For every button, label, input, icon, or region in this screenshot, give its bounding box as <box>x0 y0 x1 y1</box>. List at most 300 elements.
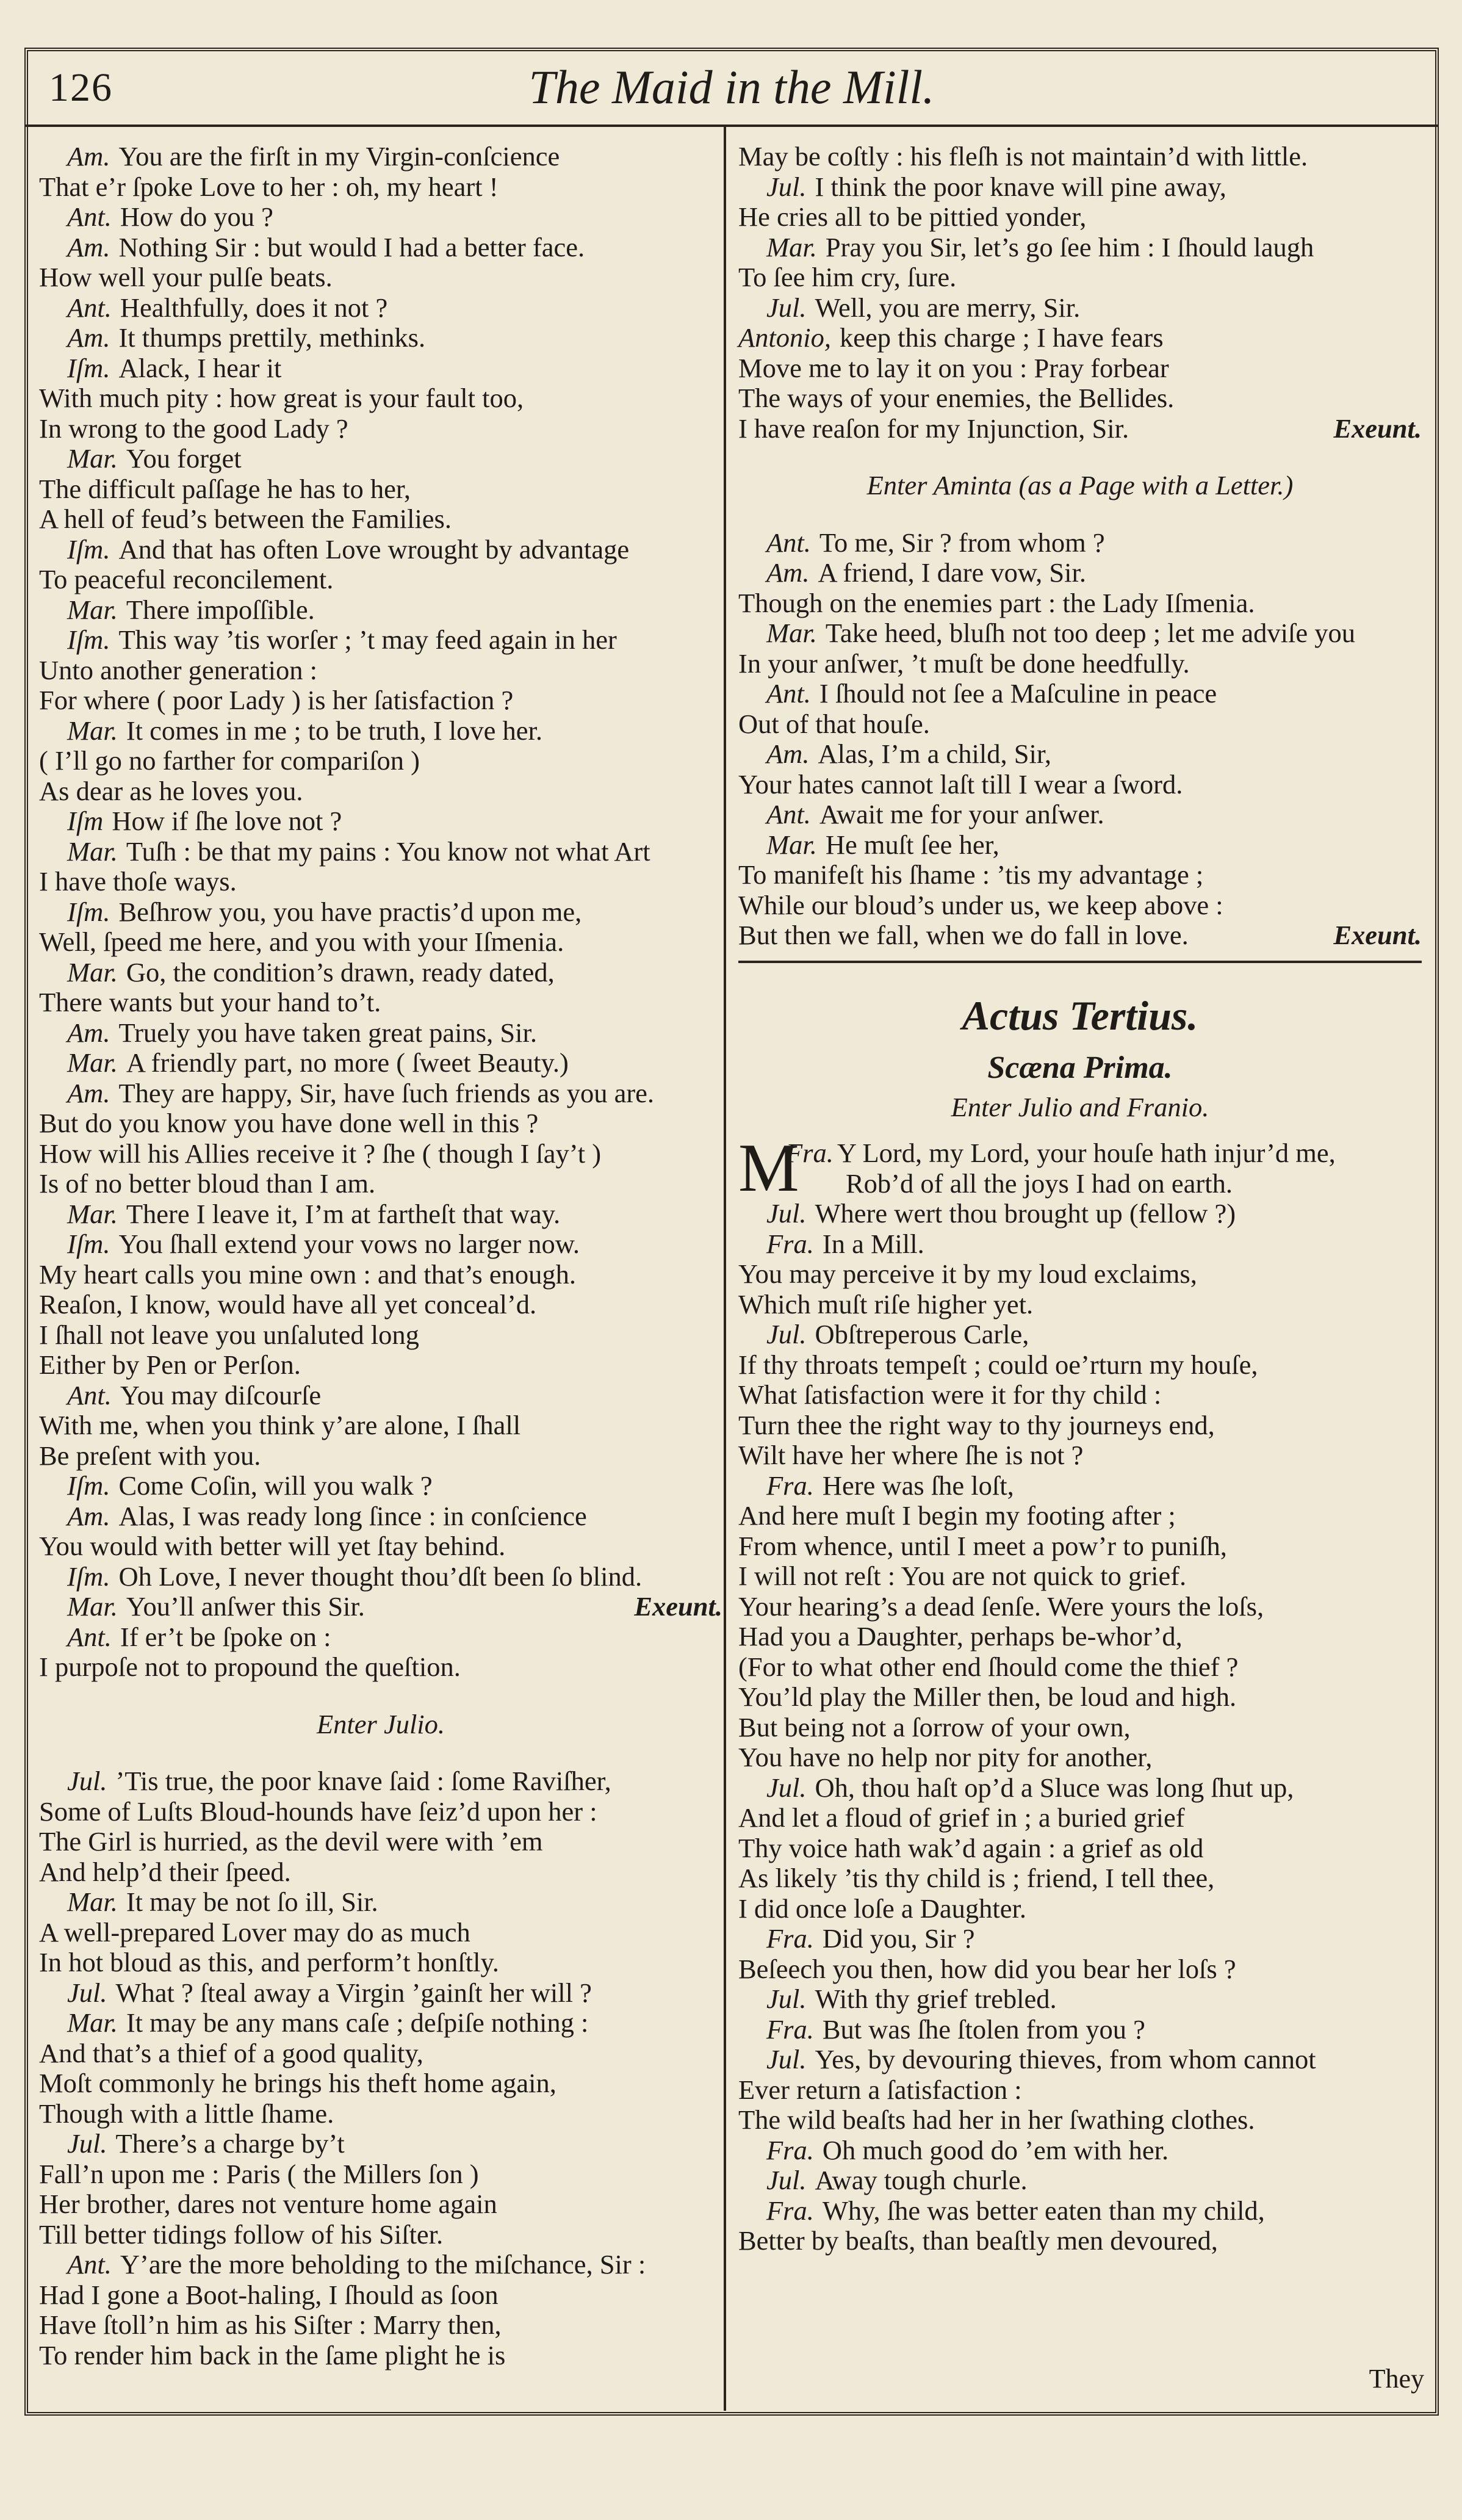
speaker-name: Jul. <box>766 1198 807 1229</box>
verse-line <box>738 1199 1422 1229</box>
speaker-name: Am. <box>67 231 110 262</box>
speaker-name: Mar. <box>67 956 118 987</box>
verse-line <box>738 920 1422 951</box>
line-text: You ſhall extend your vows no larger now. <box>118 1229 580 1259</box>
line-text: Pray you Sir, let’s go ſee him : I ſhould laugh <box>825 231 1314 262</box>
verse-line <box>39 2280 722 2311</box>
verse-line <box>39 2310 722 2341</box>
verse-line <box>738 1410 1422 1441</box>
speaker-name: Fra. <box>766 2134 814 2165</box>
verse-line <box>39 1978 722 2009</box>
verse-line <box>738 1290 1422 1320</box>
verse-line <box>738 860 1422 890</box>
drop-cap: M <box>738 1130 799 1206</box>
line-text: But do you know you have done well in this ? <box>39 1108 539 1138</box>
verse-line <box>39 1948 722 1978</box>
scene-entry: Enter Julio and Franio. <box>951 1091 1209 1122</box>
speaker-name: Jul. <box>766 2165 807 2195</box>
line-text: Yes, by devouring thieves, from whom cannot <box>815 2044 1316 2074</box>
stage-direction <box>738 471 1422 501</box>
line-text: To peaceful reconcilement. <box>39 564 334 594</box>
line-text: Healthfully, does it not ? <box>120 292 388 323</box>
speaker-name: Jul. <box>766 171 807 202</box>
speaker-name: Am. <box>67 141 110 171</box>
line-text: This way ’tis worſer ; ’t may feed again in her <box>118 624 617 655</box>
line-text: I purpoſe not to propound the queſtion. <box>39 1652 461 1682</box>
verse-line <box>39 1501 722 1532</box>
line-text: My heart calls you mine own : and that’s enough. <box>39 1258 576 1290</box>
verse-line <box>39 233 722 263</box>
verse-line <box>39 1290 722 1320</box>
line-text: Truely you have taken great pains, Sir. <box>118 1017 537 1048</box>
verse-line <box>39 1887 722 1918</box>
speaker-name: Fra. <box>766 1470 814 1501</box>
verse-line <box>39 444 722 474</box>
speaker-name: Jul. <box>766 292 807 323</box>
line-text: Alas, I was ready long ſince : in conſcience <box>118 1500 587 1531</box>
right-column-top <box>738 142 1422 951</box>
line-text: Await me for your anſwer. <box>819 799 1104 829</box>
verse-line <box>738 1440 1422 1471</box>
speaker-name: Jul. <box>766 1772 807 1803</box>
verse-line <box>738 1259 1422 1290</box>
verse-line <box>738 1229 1422 1260</box>
speaker-name: Ant. <box>67 201 112 232</box>
right-column <box>738 142 1422 2256</box>
line-text: You have no help nor pity for another, <box>738 1742 1153 1772</box>
verse-line <box>39 2068 722 2099</box>
exit-direction: Exeunt. <box>634 1591 722 1622</box>
verse-line <box>738 1984 1422 2015</box>
line-text: There’s a charge by’t <box>115 2128 345 2159</box>
line-text: Is of no better bloud than I am. <box>39 1168 376 1199</box>
verse-line <box>39 1766 722 1797</box>
stage-direction-text: Enter Aminta (as a Page with a Letter.) <box>866 470 1294 500</box>
line-text: Where wert thou brought up (fellow ?) <box>815 1198 1236 1229</box>
line-text: A friend, I dare vow, Sir. <box>818 557 1086 588</box>
verse-line <box>738 1531 1422 1562</box>
line-text: If er’t be ſpoke on : <box>120 1621 331 1652</box>
verse-line <box>738 1773 1422 1803</box>
speaker-name: Jul. <box>766 1319 807 1349</box>
speaker-name: Mar. <box>67 715 118 746</box>
verse-line <box>738 1320 1422 1350</box>
line-text: Well, you are merry, Sir. <box>815 292 1081 323</box>
line-text: For where ( poor Lady ) is her ſatisfaction ? <box>39 685 514 715</box>
line-text: Moſt commonly he brings his theft home again, <box>39 2068 556 2098</box>
speaker-name: Antonio, <box>738 322 832 353</box>
line-text: The wild beaſts had her in her ſwathing clothes. <box>738 2104 1255 2135</box>
verse-line <box>39 1592 722 1622</box>
line-text: The ways of your enemies, the Bellides. <box>738 383 1175 413</box>
line-text: Come Coſin, will you walk ? <box>118 1470 433 1501</box>
verse-line <box>738 172 1422 203</box>
line-text: Rob’d of all the joys I had on earth. <box>846 1168 1233 1199</box>
verse-line <box>39 1260 722 1290</box>
verse-line <box>738 709 1422 740</box>
verse-line <box>39 927 722 958</box>
verse-line <box>39 685 722 716</box>
line-text: Till better tidings follow of his Siſter. <box>39 2219 444 2250</box>
stage-direction-text: Enter Julio. <box>316 1708 445 1739</box>
line-text: A friendly part, no more ( ſweet Beauty.) <box>126 1047 569 1078</box>
line-text: Oh much good do ’em with her. <box>822 2134 1169 2165</box>
speaker-name: Am. <box>67 1500 110 1531</box>
line-text: You may diſcourſe <box>120 1379 322 1410</box>
speaker-name: Jul. <box>67 1766 107 1796</box>
line-text: Have ſtoll’n him as his Siſter : Marry then, <box>39 2309 502 2340</box>
speaker-name: Mar. <box>67 1047 118 1078</box>
verse-line <box>738 2165 1422 2196</box>
line-text: Tuſh : be that my pains : You know not what Art <box>126 836 650 867</box>
speaker-name: Mar. <box>67 594 118 625</box>
speaker-name: Ant. <box>67 1621 112 1652</box>
line-text: And here muſt I begin my footing after ; <box>738 1500 1176 1531</box>
line-text: As likely ’tis thy child is ; friend, I tell thee, <box>738 1863 1215 1893</box>
verse-line <box>39 1169 722 1199</box>
verse-line <box>39 202 722 233</box>
page-header <box>24 48 1439 127</box>
verse-line <box>738 739 1422 770</box>
verse-line <box>39 958 722 988</box>
line-text: There wants but your hand to’t. <box>39 987 381 1017</box>
line-text: Had you a Daughter, perhaps be-whor’d, <box>738 1621 1183 1652</box>
line-text: As dear as he loves you. <box>39 775 303 806</box>
verse-line <box>738 770 1422 800</box>
verse-line <box>39 1797 722 1827</box>
line-text: Better by beaſts, than beaſtly men devoured, <box>738 2225 1218 2256</box>
verse-line <box>39 293 722 323</box>
scene-title: Scæna Prima. <box>987 1050 1173 1085</box>
line-text: With much pity : how great is your fault too, <box>39 383 524 413</box>
verse-line <box>738 262 1422 293</box>
line-text: The Girl is hurried, as the devil were with ’em <box>39 1826 543 1857</box>
verse-line <box>738 1380 1422 1410</box>
verse-line <box>738 1501 1422 1531</box>
speaker-name: Ant. <box>67 1379 112 1410</box>
line-text: With me, when you think y’are alone, I ſhall <box>39 1410 521 1440</box>
verse-line <box>738 2196 1422 2226</box>
line-text: And that’s a thief of a good quality, <box>39 2037 423 2068</box>
line-text: Turn thee the right way to thy journeys end, <box>738 1409 1215 1440</box>
line-text: How if ſhe love not ? <box>112 806 342 836</box>
verse-line <box>39 1562 722 1592</box>
verse-line <box>39 1381 722 1411</box>
line-text: Though on the enemies part : the Lady Iſmenia. <box>738 587 1255 618</box>
line-text: Alack, I hear it <box>118 352 282 383</box>
verse-line <box>39 2129 722 2159</box>
verse-line <box>39 1531 722 1562</box>
verse-line <box>738 142 1422 172</box>
speaker-name: Mar. <box>766 231 817 262</box>
line-text: Ever return a ſatisfaction : <box>738 2074 1022 2105</box>
speaker-name: Jul. <box>67 1977 107 2008</box>
line-text: Either by Pen or Perſon. <box>39 1349 301 1380</box>
speaker-name: Mar. <box>67 2007 118 2038</box>
line-text: While our bloud’s under us, we keep above : <box>738 889 1223 920</box>
speaker-name: Fra. <box>766 1923 814 1954</box>
line-text: Fall’n upon me : Paris ( the Millers ſon ) <box>39 2158 479 2189</box>
line-text: Had I gone a Boot-haling, I ſhould as ſoon <box>39 2279 499 2310</box>
verse-line <box>39 1471 722 1501</box>
speaker-name: Am. <box>67 1017 110 1048</box>
left-column <box>39 142 722 2370</box>
verse-line <box>738 558 1422 588</box>
verse-line <box>39 1350 722 1381</box>
line-text: Why, ſhe was better eaten than my child, <box>822 2195 1265 2226</box>
speaker-name: Am. <box>67 1077 110 1108</box>
line-text: He cries all to be pittied yonder, <box>738 201 1087 232</box>
verse-line <box>39 1857 722 1888</box>
verse-line <box>39 353 722 384</box>
page-number: 126 <box>49 65 113 110</box>
line-text: There I leave it, I’m at fartheſt that way. <box>126 1198 561 1229</box>
verse-line <box>738 1652 1422 1683</box>
line-text: Reaſon, I know, would have all yet conceal’d. <box>39 1289 537 1320</box>
stage-direction <box>39 1709 722 1740</box>
verse-line <box>738 383 1422 414</box>
verse-line <box>738 323 1422 353</box>
verse-line <box>738 1471 1422 1501</box>
line-text: You would with better will yet ſtay behind. <box>39 1531 506 1561</box>
act-divider-rule <box>738 961 1422 963</box>
line-text: (For to what other end ſhould come the thief ? <box>738 1651 1239 1682</box>
speaker-name: Iſm. <box>67 624 110 655</box>
verse-line <box>738 679 1422 709</box>
line-text: Did you, Sir ? <box>822 1923 975 1954</box>
verse-line <box>39 474 722 505</box>
verse-line <box>738 414 1422 444</box>
verse-line <box>738 890 1422 921</box>
verse-line <box>738 2105 1422 2136</box>
speaker-name: Mar. <box>67 1591 118 1622</box>
speaker-name: Mar. <box>766 618 817 648</box>
line-text: It thumps prettily, methinks. <box>118 322 426 353</box>
line-text: He muſt ſee her, <box>825 829 999 860</box>
verse-line <box>39 172 722 203</box>
verse-line <box>738 1924 1422 1954</box>
line-text: But was ſhe ſtolen from you ? <box>822 2013 1145 2045</box>
verse-line <box>39 1018 722 1049</box>
line-text: In a Mill. <box>822 1228 924 1259</box>
verse-line <box>738 1742 1422 1773</box>
catchword: They <box>1369 2364 1424 2394</box>
verse-line <box>39 1108 722 1139</box>
verse-line <box>738 2045 1422 2075</box>
line-text: You are the firſt in my Virgin-conſcience <box>118 141 560 171</box>
verse-line <box>39 2250 722 2280</box>
verse-line <box>738 1954 1422 1985</box>
line-text: How will his Allies receive it ? ſhe ( though I ſay’t ) <box>39 1138 602 1169</box>
verse-line <box>39 565 722 595</box>
verse-line <box>738 233 1422 263</box>
speaker-name: Jul. <box>766 1984 807 2014</box>
line-text: You’ld play the Miller then, be loud and high. <box>738 1681 1237 1712</box>
line-text: Y Lord, my Lord, your houſe hath injur’d me, <box>837 1138 1336 1168</box>
verse-line <box>738 1894 1422 1924</box>
running-title: The Maid in the Mill. <box>528 60 935 114</box>
verse-line <box>738 830 1422 861</box>
line-text: If thy throats tempeſt ; could oe’rturn my houſe, <box>738 1349 1258 1380</box>
line-text: Well, ſpeed me here, and you with your Iſmenia. <box>39 926 564 957</box>
line-text: You’ll anſwer this Sir. <box>126 1591 365 1622</box>
verse-line <box>738 1350 1422 1381</box>
line-text: Oh, thou haſt op’d a Sluce was long ſhut up, <box>815 1772 1294 1803</box>
verse-line <box>738 293 1422 323</box>
line-text: Your hates cannot laſt till I wear a ſword. <box>738 768 1183 800</box>
verse-line <box>738 588 1422 619</box>
line-text: That e’r ſpoke Love to her : oh, my heart ! <box>39 171 499 202</box>
verse-line <box>39 2038 722 2069</box>
verse-line <box>738 1833 1422 1864</box>
line-text: It may be any mans caſe ; deſpiſe nothing : <box>126 2007 589 2038</box>
speaker-name: Ant. <box>766 527 811 558</box>
verse-line <box>738 649 1422 679</box>
verse-line <box>39 383 722 414</box>
line-text: To render him back in the ſame plight he is <box>39 2339 506 2370</box>
line-text: Unto another generation : <box>39 654 317 685</box>
verse-line <box>39 806 722 837</box>
verse-line <box>738 800 1422 830</box>
verse-line <box>738 202 1422 233</box>
verse-line <box>39 625 722 655</box>
speaker-name: Mar. <box>67 1198 118 1229</box>
line-text: How do you ? <box>120 201 273 232</box>
verse-line <box>39 776 722 807</box>
line-text: ( I’ll go no farther for compariſon ) <box>39 745 420 776</box>
line-text: But being not a ſorrow of your own, <box>738 1711 1131 1742</box>
speaker-name: Iſm. <box>67 533 110 565</box>
line-text: You may perceive it by my loud exclaims, <box>738 1258 1197 1289</box>
verse-line <box>738 2226 1422 2256</box>
verse-line <box>738 1863 1422 1894</box>
verse-line <box>738 2075 1422 2106</box>
line-text: To me, Sir ? from whom ? <box>819 527 1105 558</box>
verse-line <box>39 1199 722 1230</box>
line-text: I will not reſt : You are not quick to grief. <box>738 1561 1187 1591</box>
line-text: keep this charge ; I have fears <box>840 322 1164 353</box>
line-text: To ſee him cry, ſure. <box>738 262 957 292</box>
verse-line <box>39 1410 722 1441</box>
speaker-name: Iſm. <box>67 896 110 927</box>
line-text: Take heed, bluſh not too deep ; let me adviſe you <box>825 618 1355 648</box>
speaker-name: Mar. <box>67 1886 118 1917</box>
line-text: May be coſtly : his fleſh is not maintain’d with little. <box>738 141 1308 171</box>
line-text: In your anſwer, ’t muſt be done heedfully. <box>738 648 1190 679</box>
line-text: A hell of feud’s between the Families. <box>39 504 452 534</box>
verse-line <box>39 2341 722 2371</box>
line-text: In wrong to the good Lady ? <box>39 413 348 444</box>
line-text: But then we fall, when we do fall in love. <box>738 920 1189 950</box>
line-text: Y’are the more beholding to the miſchance, Sir : <box>120 2249 646 2280</box>
speaker-name: Mar. <box>67 836 118 867</box>
line-text: What ſatisfaction were it for thy child : <box>738 1379 1162 1410</box>
line-text: Thy voice hath wak’d again : a grief as old <box>738 1832 1204 1863</box>
line-text: In hot bloud as this, and perform’t honſtly. <box>39 1947 499 1977</box>
line-text: The difficult paſſage he has to her, <box>39 473 411 504</box>
line-text: A well-prepared Lover may do as much <box>39 1916 470 1948</box>
line-text: There impoſſible. <box>126 594 315 625</box>
verse-line <box>39 655 722 686</box>
verse-line <box>39 1827 722 1857</box>
verse-line <box>738 1682 1422 1713</box>
speaker-name: Iſm. <box>67 352 110 383</box>
speaker-name: Fra. <box>766 2013 814 2045</box>
spacer <box>738 501 1422 528</box>
speaker-name: Iſm. <box>67 1561 110 1592</box>
verse-line <box>39 2099 722 2129</box>
line-text: Alas, I’m a child, Sir, <box>818 738 1052 769</box>
verse-line <box>39 595 722 626</box>
verse-line <box>738 2015 1422 2045</box>
verse-line <box>738 618 1422 649</box>
line-text: To manifeſt his ſhame : ’tis my advantage ; <box>738 859 1204 890</box>
speaker-name: Fra. <box>766 1228 814 1259</box>
line-text: Wilt have her where ſhe is not ? <box>738 1440 1084 1470</box>
line-text: Which muſt riſe higher yet. <box>738 1288 1034 1320</box>
speaker-name: Ant. <box>67 2249 112 2280</box>
line-text: You forget <box>126 443 242 474</box>
verse-line <box>39 1139 722 1169</box>
line-text: Oh Love, I never thought thou’dſt been ſo blind. <box>118 1561 643 1592</box>
line-text: ’Tis true, the poor knave ſaid : ſome Raviſher, <box>115 1766 611 1796</box>
verse-line <box>738 1803 1422 1833</box>
verse-line <box>39 323 722 353</box>
speaker-name: Am. <box>766 557 810 588</box>
verse-line <box>39 987 722 1018</box>
speaker-name: Iſm <box>67 806 104 836</box>
line-text: Here was ſhe loſt, <box>822 1470 1014 1501</box>
speaker-name: Fra. <box>766 2195 814 2226</box>
verse-line <box>39 867 722 897</box>
line-text: How well your pulſe beats. <box>39 262 333 292</box>
spacer <box>738 444 1422 471</box>
exit-direction: Exeunt. <box>1333 413 1422 444</box>
verse-line <box>39 1048 722 1078</box>
speaker-name: Ant. <box>67 292 112 323</box>
line-text: Away tough churle. <box>815 2165 1028 2195</box>
verse-line <box>39 897 722 928</box>
line-text: I ſhould not ſee a Maſculine in peace <box>819 678 1217 709</box>
line-text: Beſhrow you, you have practis’d upon me, <box>118 896 582 927</box>
line-text: With thy grief trebled. <box>815 1984 1057 2014</box>
verse-line <box>39 1622 722 1653</box>
line-text: Out of that houſe. <box>738 708 930 739</box>
line-text: I have thoſe ways. <box>39 866 237 897</box>
spacer <box>39 1739 722 1766</box>
verse-line <box>39 746 722 776</box>
verse-line <box>39 716 722 746</box>
verse-line <box>39 504 722 535</box>
verse-line <box>39 1918 722 1948</box>
line-text: Move me to lay it on you : Pray forbear <box>738 352 1169 383</box>
column-divider <box>724 127 726 2411</box>
line-text: I think the poor knave will pine away, <box>815 171 1226 202</box>
verse-line <box>738 1169 1422 1199</box>
speaker-name: Mar. <box>67 443 118 474</box>
verse-line <box>738 1622 1422 1652</box>
line-text: And help’d their ſpeed. <box>39 1856 291 1887</box>
verse-line <box>738 528 1422 558</box>
verse-line <box>39 1441 722 1471</box>
line-text: Some of Luſts Bloud-hounds have ſeiz’d upon her : <box>39 1796 597 1827</box>
speaker-name: Ant. <box>766 799 811 829</box>
speaker-name: Iſm. <box>67 1229 110 1259</box>
speaker-name: Ant. <box>766 678 811 709</box>
line-text: Nothing Sir : but would I had a better face. <box>118 231 585 262</box>
right-column-bottom <box>738 1130 1422 2256</box>
verse-line <box>39 535 722 565</box>
